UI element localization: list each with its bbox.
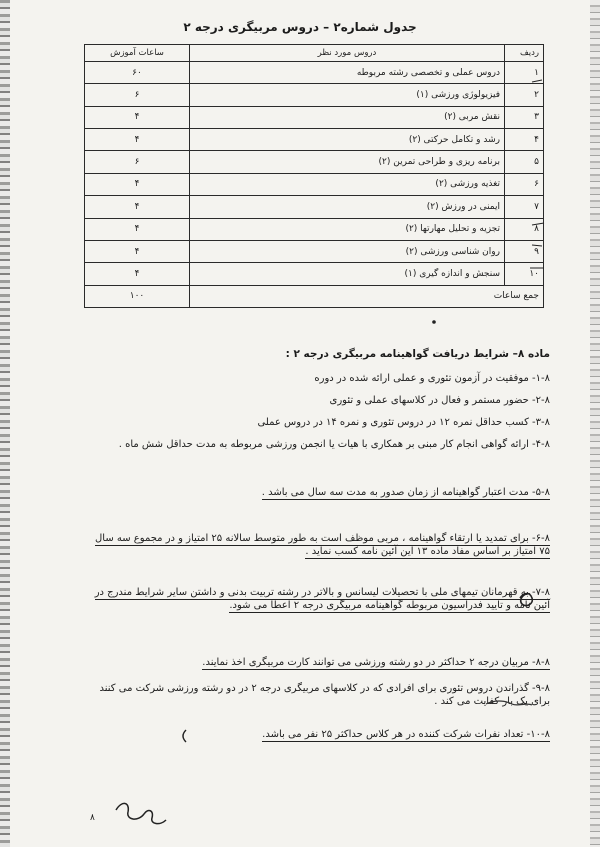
clause-8-1: ۱-۸- موفقیت در آزمون تئوری و عملی ارائه شده در دوره [314,373,550,384]
row-number: ۱ [505,62,544,84]
row-hours: ۴ [85,263,190,285]
clause-8-8-text: ۸-۸- مربیان درجه ۲ حداکثر در دو رشته ورزشی می توانند کارت مربیگری اخذ نمایند. [202,657,550,668]
row-hours: ۴ [85,196,190,218]
row-course: رشد و تکامل حرکتی (۲) [190,129,505,151]
signature-mark [116,803,166,823]
row-course: روان شناسی ورزشی (۲) [190,240,505,262]
row-hours: ۴ [85,106,190,128]
clause-8-10-text: ۱۰-۸- تعداد نفرات شرکت کننده در هر کلاس حداکثر ۲۵ نفر می باشد. [262,729,550,740]
row-hours: ۴ [85,129,190,151]
row-number: ۲ [505,84,544,106]
row-course: برنامه ریزی و طراحی تمرین (۲) [190,151,505,173]
margin-squiggle-mark [520,594,532,606]
row-number: ۳ [505,106,544,128]
row-hours: ۴ [85,173,190,195]
row-course: سنجش و اندازه گیری (۱) [190,263,505,285]
dot-mark [432,320,436,324]
row-hours: ۴ [85,218,190,240]
document-title: جدول شماره۲ – دروس مربیگری درجه ۲ [183,20,417,34]
clause-8-6-text: ۶-۸- برای تمدید یا ارتقاء گواهینامه ، مربی موظف است به طور متوسط سالانه ۲۵ امتیاز و در مجموع سه سال ۷۵ امتیاز بر اساس مفاد ماده ۱۳ این آئین نامه کسب نماید . [95,533,550,557]
row-number: ۱۰ [505,263,544,285]
row-number: ۵ [505,151,544,173]
row-hours: ۶۰ [85,62,190,84]
row-number: ۹ [505,240,544,262]
row-course: تجزیه و تحلیل مهارتها (۲) [190,218,505,240]
bracket-mark [183,730,186,742]
row-course: تغذیه ورزشی (۲) [190,173,505,195]
total-hours: ۱۰۰ [85,285,190,307]
clause-8-3: ۳-۸- کسب حداقل نمره ۱۲ در دروس تئوری و نمره ۱۴ در دروس عملی [257,417,550,428]
clause-8-7-text: ۷-۸- به قهرمانان تیمهای ملی با تحصیلات لیسانس و بالاتر در رشته تربیت بدنی و داشتن سایر شرایط مندرج در آئین نامه و تایید فدراسیون مربوطه گواهینامه مربیگری درجه ۲ اعطا می شود. [94,587,550,611]
clause-8-4: ۴-۸- ارائه گواهی انجام کار مبنی بر همکاری با هیات یا انجمن ورزشی مربوطه به مدت حداقل شش ماه . [118,439,550,450]
total-label: جمع ساعات [190,285,544,307]
row-hours: ۶ [85,84,190,106]
row-number: ۶ [505,173,544,195]
header-number: ردیف [505,45,544,62]
clause-8-5-text: ۵-۸- مدت اعتبار گواهینامه از زمان صدور به مدت سه سال می باشد . [261,487,550,498]
header-hours: ساعات آموزش [85,45,190,62]
page-number: ۸ [90,813,95,823]
clause-8-9: ۹-۸- گذراندن دروس تئوری برای افرادی که در کلاسهای مربیگری درجه ۲ در دو رشته ورزشی شرکت می کنند برای یک بار کفایت می کند . [99,683,550,707]
row-course: دروس عملی و تخصصی رشته مربوطه [190,62,505,84]
row-number: ۷ [505,196,544,218]
row-hours: ۶ [85,151,190,173]
row-course: نقش مربی (۲) [190,106,505,128]
section-heading: ماده ۸– شرایط دریافت گواهینامه مربیگری درجه ۲ : [285,348,550,360]
row-number: ۸ [505,218,544,240]
row-course: فیزیولوژی ورزشی (۱) [190,84,505,106]
scribble-top-right-mark [486,701,532,705]
row-course: ایمنی در ورزش (۲) [190,196,505,218]
row-hours: ۴ [85,240,190,262]
row-number: ۴ [505,129,544,151]
header-course: دروس مورد نظر [190,45,505,62]
row-number-tick-marks [530,80,544,268]
clause-8-2: ۲-۸- حضور مستمر و فعال در کلاسهای عملی و تئوری [329,395,550,406]
